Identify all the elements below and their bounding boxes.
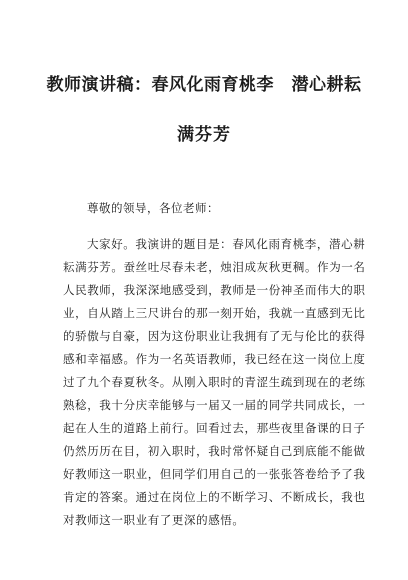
body-line: 起在人生的道路上前行。回看过去，那些夜里备课的日子	[63, 421, 366, 435]
body-line: 耘满芬芳。蚕丝吐尽春未老，烛泪成灰秋更稠。作为一名	[63, 260, 366, 274]
document-title-line-2: 满芬芳	[177, 125, 231, 145]
body-line: 熟稔，我十分庆幸能够与一届又一届的同学共同成长，一	[63, 398, 366, 412]
document-title-line-1: 教师演讲稿：春风化雨育桃李 潜心耕耘	[46, 75, 362, 95]
body-line: 业，自从踏上三尺讲台的那一刻开始，我就一直感到无比	[63, 306, 366, 320]
body-line: 感和幸福感。作为一名英语教师，我已经在这一岗位上度	[63, 352, 366, 366]
body-line: 好教师这一职业，但同学们用自己的一张张答卷给予了我	[63, 467, 366, 481]
body-line: 肯定的答案。通过在岗位上的不断学习、不断成长，我也	[63, 490, 366, 504]
body-line: 人民教师，我深深地感受到，教师是一份神圣而伟大的职	[63, 283, 366, 297]
salutation: 尊敬的领导，各位老师：	[87, 201, 219, 215]
body-line: 对教师这一职业有了更深的感悟。	[63, 513, 245, 527]
body-line: 过了九个春夏秋冬。从刚入职时的青涩生疏到现在的老练	[63, 375, 366, 389]
body-line: 大家好。我演讲的题目是：春风化雨育桃李，潜心耕	[87, 237, 366, 251]
body-line: 仍然历历在目，初入职时，我时常怀疑自己到底能不能做	[63, 444, 366, 458]
body-line: 的骄傲与自豪，因为这份职业让我拥有了无与伦比的获得	[63, 329, 366, 343]
